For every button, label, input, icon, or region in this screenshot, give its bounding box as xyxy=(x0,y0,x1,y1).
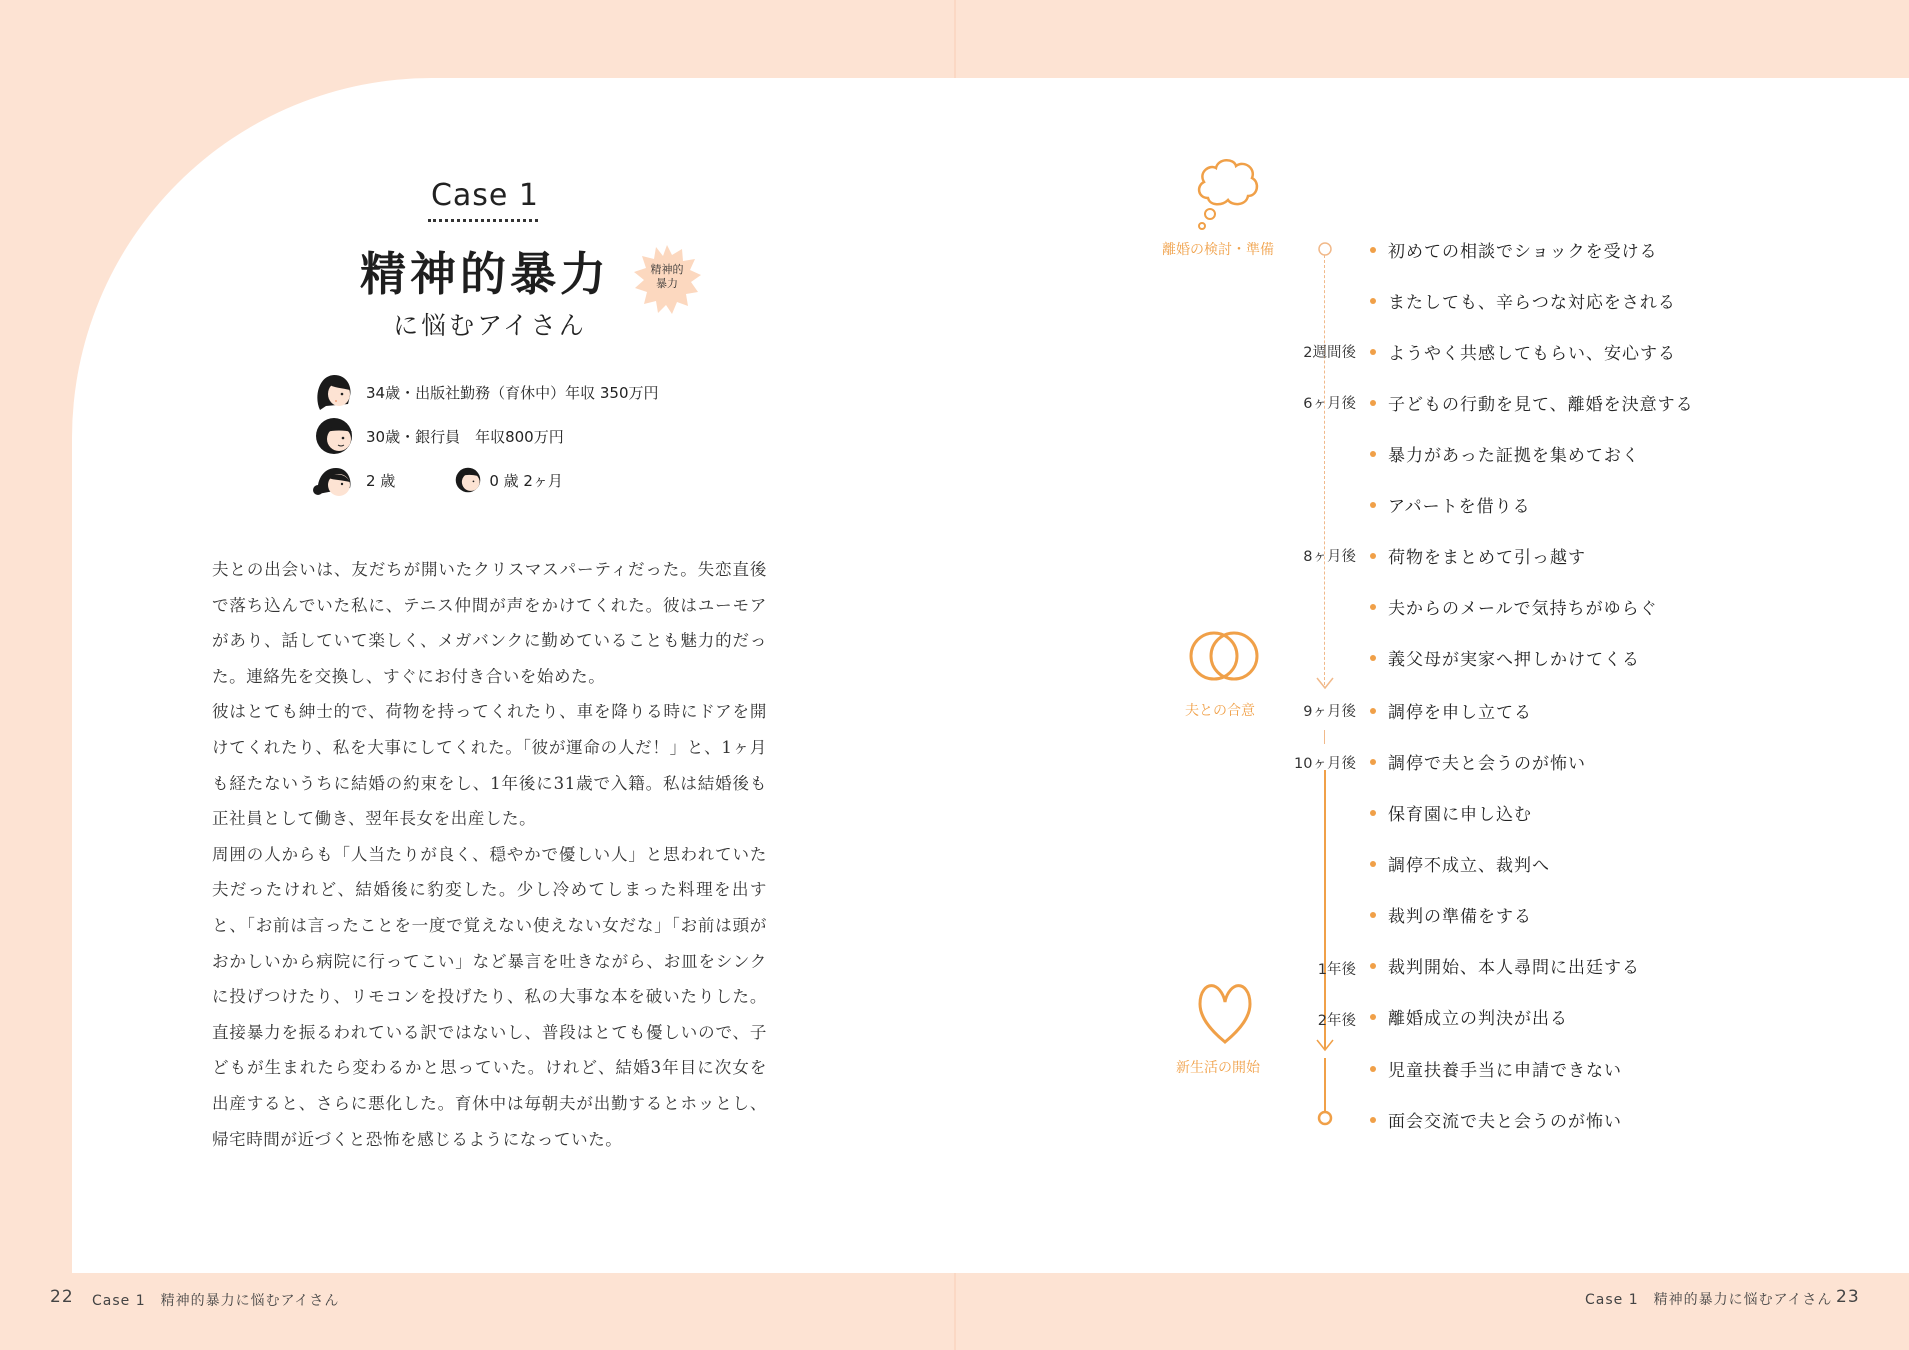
time-label: 1年後 xyxy=(1317,962,1356,978)
timeline-item-text: 暴力があった証拠を集めておく xyxy=(1388,446,1640,466)
timeline-item-text: 夫からのメールで気持ちがゆらぐ xyxy=(1388,599,1658,619)
timeline-item xyxy=(1370,492,1531,517)
timeline-item-text: ようやく共感してもらい、安心する xyxy=(1388,344,1676,364)
bullet-dot xyxy=(1370,247,1376,253)
timeline-item xyxy=(1370,645,1640,670)
profile-child2-text: 0 歳 2ヶ月 xyxy=(489,471,563,490)
story-paragraph: 彼はとても紳士的で、荷物を持ってくれたり、車を降りる時にドアを開けてくれたり、私を大事にしてくれた。「彼が運命の人だ！」と、1ヶ月も経たないうちに結婚の約束をし、1年後に31歳で入籍。私は結婚後も正社員として働き、翌年長女を出産した。 xyxy=(212,702,767,829)
timeline-item-text: 面会交流で夫と会うのが怖い xyxy=(1388,1112,1622,1132)
phase-label-agreement: 夫との合意 xyxy=(1185,703,1255,719)
timeline-item-text: 保育園に申し込む xyxy=(1388,805,1532,825)
timeline-line-segment xyxy=(1324,730,1325,744)
bullet-dot xyxy=(1370,604,1376,610)
running-footer-left: Case 1 精神的暴力に悩むアイさん xyxy=(92,1293,340,1309)
timeline-item-text: アパートを借りる xyxy=(1388,497,1531,517)
timeline-item-text: 調停で夫と会うのが怖い xyxy=(1388,754,1586,774)
timeline-item-text: 調停を申し立てる xyxy=(1388,703,1532,723)
page-number-left: 22 xyxy=(50,1287,74,1307)
timeline-line-dashed xyxy=(1324,255,1325,685)
profile-wife-text: 34歳・出版社勤務（育休中）年収 350万円 xyxy=(366,383,659,402)
timeline-item-text: またしても、辛らつな対応をされる xyxy=(1388,293,1676,313)
bullet-dot xyxy=(1370,861,1376,867)
phase-label-newlife: 新生活の開始 xyxy=(1176,1060,1260,1076)
time-label: 8ヶ月後 xyxy=(1303,549,1356,565)
story-body xyxy=(212,552,767,1157)
timeline-end-marker xyxy=(1315,1108,1335,1128)
timeline-line-solid xyxy=(1324,770,1326,1050)
profile-husband xyxy=(312,416,564,456)
timeline-item xyxy=(1370,339,1676,364)
timeline-start-marker xyxy=(1316,240,1334,258)
timeline-item-text: 離婚成立の判決が出る xyxy=(1388,1009,1568,1029)
bullet-dot xyxy=(1370,810,1376,816)
time-label: 9ヶ月後 xyxy=(1303,704,1356,720)
time-label: 6ヶ月後 xyxy=(1303,396,1356,412)
running-footer-right: Case 1 精神的暴力に悩むアイさん xyxy=(1585,1292,1833,1308)
timeline-item xyxy=(1370,1056,1622,1081)
bullet-dot xyxy=(1370,1014,1376,1020)
girl-avatar-icon xyxy=(312,458,356,502)
bullet-dot xyxy=(1370,502,1376,508)
timeline-item-text: 子どもの行動を見て、離婚を決意する xyxy=(1388,395,1694,415)
timeline-item xyxy=(1370,390,1694,415)
bullet-dot xyxy=(1370,298,1376,304)
profile-children xyxy=(312,460,563,500)
woman-avatar-icon xyxy=(312,370,356,414)
page-subtitle: に悩むアイさん xyxy=(393,311,587,340)
timeline-item-text: 荷物をまとめて引っ越す xyxy=(1388,548,1586,568)
time-label: 10ヶ月後 xyxy=(1294,756,1356,772)
bullet-dot xyxy=(1370,451,1376,457)
timeline-item-text: 裁判の準備をする xyxy=(1388,907,1532,927)
man-avatar-icon xyxy=(312,414,356,458)
phase-label-consider: 離婚の検討・準備 xyxy=(1162,242,1274,258)
profile-wife xyxy=(312,372,659,412)
timeline-item xyxy=(1370,698,1532,723)
case-underline xyxy=(428,219,538,222)
bullet-dot xyxy=(1370,655,1376,661)
timeline-item xyxy=(1370,851,1550,876)
two-rings-icon xyxy=(1188,628,1262,684)
bullet-dot xyxy=(1370,759,1376,765)
bullet-dot xyxy=(1370,1117,1376,1123)
timeline-item-text: 義父母が実家へ押しかけてくる xyxy=(1388,650,1640,670)
time-label: 2年後 xyxy=(1317,1013,1356,1029)
story-paragraph: 夫との出会いは、友だちが開いたクリスマスパーティだった。失恋直後で落ち込んでいた私に、テニス仲間が声をかけてくれた。彼はユーモアがあり、話していて楽しく、メガバンクに勤めていることも魅力的だった。連絡先を交換し、すぐにお付き合いを始めた。 xyxy=(212,560,767,686)
timeline-item xyxy=(1370,749,1586,774)
spine-divider xyxy=(954,0,956,78)
bullet-dot xyxy=(1370,912,1376,918)
timeline-item xyxy=(1370,1107,1622,1132)
timeline-item-text: 調停不成立、裁判へ xyxy=(1388,856,1550,876)
bullet-dot xyxy=(1370,1066,1376,1072)
timeline-item xyxy=(1370,594,1658,619)
timeline-item xyxy=(1370,543,1586,568)
timeline-item xyxy=(1370,441,1640,466)
story-paragraph: 周囲の人からも「人当たりが良く、穏やかで優しい人」と思われていた夫だったけれど、結婚後に豹変した。少し冷めてしまった料理を出すと、「お前は言ったことを一度で覚えない使えない女だな」「お前は頭がおかしいから病院に行ってこい」など暴言を吐きながら、お皿をシンクに投げつけたり、リモコンを投げたり、私の大事な本を破いたりした。直接暴力を振るわれている訳ではないし、普段はとても優しいので、子どもが生まれたら変わるかと思っていた。けれど、結婚3年目に次女を出産すると、さらに悪化した。育休中は毎朝夫が出勤するとホッとし、帰宅時間が近づくと恐怖を感じるようになっていた。 xyxy=(212,844,767,1149)
timeline-item xyxy=(1370,1004,1568,1029)
bullet-dot xyxy=(1370,400,1376,406)
thought-bubble-icon xyxy=(1192,152,1264,236)
case-label: Case 1 xyxy=(430,178,540,213)
spine-divider-bottom xyxy=(954,1273,956,1350)
heart-icon xyxy=(1196,980,1254,1046)
timeline-arrow-icon xyxy=(1315,676,1335,692)
timeline-item-text: 初めての相談でショックを受ける xyxy=(1388,242,1658,262)
timeline-item xyxy=(1370,237,1658,262)
badge-line-1: 精神的 xyxy=(650,263,684,276)
bullet-dot xyxy=(1370,553,1376,559)
bullet-dot xyxy=(1370,963,1376,969)
timeline-item xyxy=(1370,953,1640,978)
timeline-item-text: 裁判開始、本人尋問に出廷する xyxy=(1388,958,1640,978)
profile-child1-text: 2 歳 xyxy=(366,471,396,490)
timeline-item xyxy=(1370,800,1532,825)
page-title: 精神的暴力 xyxy=(360,247,610,301)
bullet-dot xyxy=(1370,708,1376,714)
category-badge xyxy=(632,245,702,315)
timeline-item xyxy=(1370,902,1532,927)
bullet-dot xyxy=(1370,349,1376,355)
baby-avatar-icon xyxy=(453,465,483,495)
badge-line-2: 暴力 xyxy=(656,277,678,290)
time-label: 2週間後 xyxy=(1303,345,1356,361)
timeline-item xyxy=(1370,288,1676,313)
timeline-arrow-icon xyxy=(1315,1038,1335,1054)
profile-husband-text: 30歳・銀行員 年収800万円 xyxy=(366,427,564,446)
page-number-right: 23 xyxy=(1836,1287,1860,1307)
timeline-item-text: 児童扶養手当に申請できない xyxy=(1388,1061,1622,1081)
